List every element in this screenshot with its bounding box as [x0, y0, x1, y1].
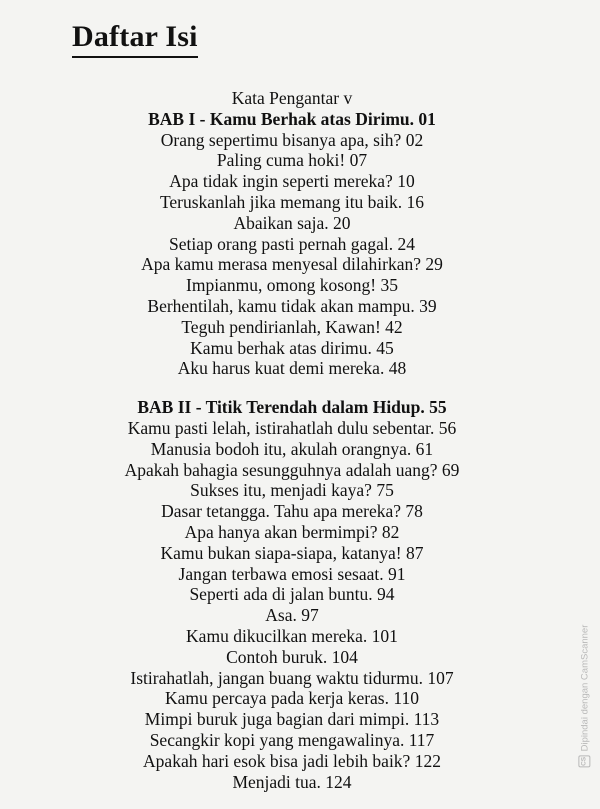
table-of-contents [20, 88, 564, 792]
toc-entry: Contoh buruk. 104 [226, 646, 358, 667]
scanner-watermark [577, 588, 591, 803]
toc-entry: Apa tidak ingin seperti mereka? 10 [169, 171, 415, 192]
toc-entry: Seperti ada di jalan buntu. 94 [189, 584, 395, 605]
toc-entry: Menjadi tua. 124 [232, 771, 352, 792]
toc-entry: Apa kamu merasa menyesal dilahirkan? 29 [141, 254, 443, 275]
toc-entry: Kamu bukan siapa-siapa, katanya! 87 [160, 542, 424, 563]
toc-entry: Aku harus kuat demi mereka. 48 [177, 358, 407, 379]
toc-entry: Asa. 97 [265, 605, 319, 626]
chapter-heading-2: BAB II - Titik Terendah dalam Hidup. 55 [137, 397, 447, 418]
toc-entry: Kamu berhak atas dirimu. 45 [190, 337, 394, 358]
toc-entry: Setiap orang pasti pernah gagal. 24 [169, 233, 415, 254]
page-title: Daftar Isi [72, 22, 198, 58]
chapter-gap [20, 379, 564, 397]
toc-entry: Teguh pendirianlah, Kawan! 42 [181, 316, 403, 337]
toc-entry: Dasar tetangga. Tahu apa mereka? 78 [161, 501, 423, 522]
toc-entry: Apakah bahagia sesungguhnya adalah uang? 69 [124, 459, 460, 480]
toc-entry-preface: Kata Pengantar v [231, 88, 353, 108]
toc-entry: Berhentilah, kamu tidak akan mampu. 39 [147, 295, 437, 316]
chapter-heading-1: BAB I - Kamu Berhak atas Dirimu. 01 [148, 108, 436, 129]
toc-entry: Jangan terbawa emosi sesaat. 91 [178, 563, 406, 584]
toc-entry: Impianmu, omong kosong! 35 [186, 275, 398, 296]
chapter-2-entries [20, 418, 564, 792]
toc-entry: Mimpi buruk juga bagian dari mimpi. 113 [144, 709, 440, 730]
toc-entry: Secangkir kopi yang mengawalinya. 117 [149, 729, 435, 750]
chapter-1-entries [20, 130, 564, 380]
toc-entry: Teruskanlah jika memang itu baik. 16 [159, 191, 425, 212]
camscanner-logo-icon: CS [578, 755, 590, 767]
toc-entry: Kamu percaya pada kerja keras. 110 [165, 688, 419, 709]
toc-entry: Manusia bodoh itu, akulah orangnya. 61 [150, 438, 434, 459]
toc-entry: Apakah hari esok bisa jadi lebih baik? 122 [143, 750, 441, 771]
toc-entry: Kamu pasti lelah, istirahatlah dulu sebentar. 56 [127, 417, 457, 438]
watermark-text: Dipindai dengan CamScanner [578, 624, 590, 751]
toc-entry: Paling cuma hoki! 07 [216, 150, 368, 171]
toc-entry: Abaikan saja. 20 [233, 212, 351, 233]
toc-entry: Istirahatlah, jangan buang waktu tidurmu. 107 [130, 667, 454, 688]
toc-entry: Apa hanya akan bermimpi? 82 [184, 521, 400, 542]
toc-entry: Sukses itu, menjadi kaya? 75 [190, 480, 394, 501]
toc-entry: Kamu dikucilkan mereka. 101 [186, 625, 398, 646]
toc-entry: Orang sepertimu bisanya apa, sih? 02 [160, 129, 424, 150]
